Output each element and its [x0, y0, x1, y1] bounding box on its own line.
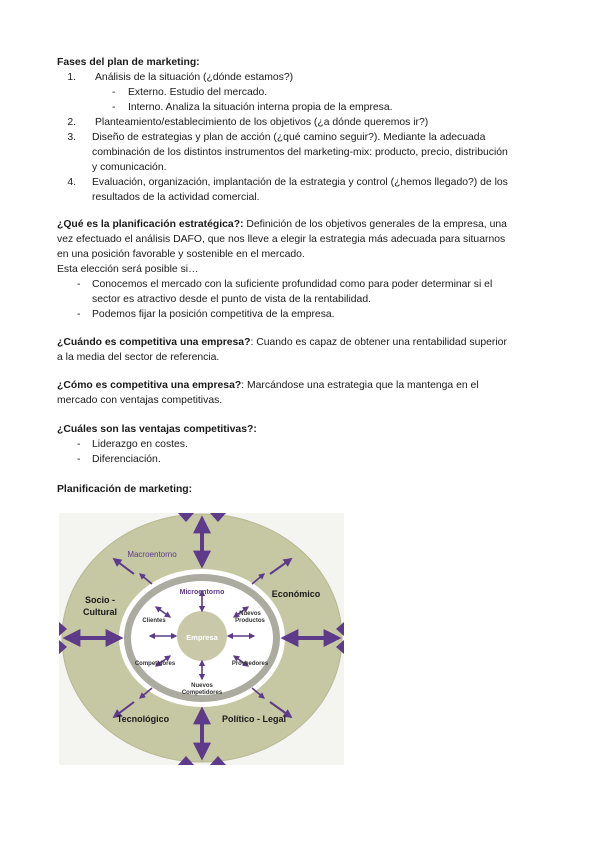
economico-label: Económico	[271, 589, 321, 599]
dash-bullet: -	[77, 279, 81, 290]
item-number: 1.	[67, 72, 76, 83]
cuando-answer: : Cuando es capaz de obtener una rentabilidad superior	[250, 337, 507, 348]
nuevos-competidores-label-2: Competidores	[181, 690, 223, 696]
nuevos-productos-label-2: Productos	[235, 618, 265, 624]
ventajas-question: ¿Cuáles son las ventajas competitivas?:	[57, 424, 257, 435]
competidores-label: Competidores	[134, 661, 176, 667]
dash-bullet: -	[112, 87, 116, 98]
politico-label: Político - Legal	[221, 714, 287, 724]
nuevos-productos-label-1: Nuevos	[239, 611, 261, 617]
planificacion-bullet-1-line-1: Conocemos el mercado con la suficiente profundidad como para poder determinar si el	[92, 279, 493, 290]
fases-heading: Fases del plan de marketing:	[57, 57, 200, 68]
proveedores-label: Proveedores	[231, 661, 269, 667]
planificacion-question: ¿Qué es la planificación estratégica?:	[57, 219, 244, 230]
tecnologico-label: Tecnológico	[116, 714, 170, 724]
clientes-label: Clientes	[142, 618, 166, 624]
nuevos-competidores-label-1: Nuevos	[191, 683, 213, 689]
fase-1-text: Análisis de la situación (¿dónde estamos?)	[95, 72, 294, 83]
planificacion-line-4: Esta elección será posible si…	[57, 264, 199, 275]
dash-bullet: -	[77, 454, 81, 465]
planificacion-bullet-2: Podemos fijar la posición competitiva de la empresa.	[92, 309, 335, 320]
ventajas-bullet-1: Liderazgo en costes.	[92, 439, 188, 450]
diagram-heading: Planificación de marketing:	[57, 484, 193, 495]
como-answer: : Marcándose una estrategia que la mantenga en el	[241, 380, 479, 391]
item-number: 3.	[67, 132, 76, 143]
item-number: 4.	[67, 177, 76, 188]
ventajas-bullet-2: Diferenciación.	[92, 454, 161, 465]
socio-label-1: Socio -	[84, 595, 116, 605]
dash-bullet: -	[112, 102, 116, 113]
cuando-question: ¿Cuándo es competitiva una empresa?	[57, 337, 251, 348]
socio-label-2: Cultural	[82, 607, 118, 617]
item-number: 2.	[67, 117, 76, 128]
fase-1-sub-2: Interno. Analiza la situación interna propia de la empresa.	[128, 102, 393, 113]
fase-3-line-3: y comunicación.	[92, 162, 167, 173]
fase-4-line-2: resultados de la actividad comercial.	[92, 192, 260, 203]
como-line-2: mercado con ventajas competitivas.	[57, 395, 223, 406]
planificacion-line-2: vez efectuado el análisis DAFO, que nos lleve a elegir la estrategia más adecuada para situarnos	[57, 234, 506, 245]
empresa-label: Empresa	[186, 633, 218, 642]
microentorno-label: Microentorno	[179, 589, 225, 596]
dash-bullet: -	[77, 309, 81, 320]
macroentorno-label: Macroentorno	[127, 550, 177, 559]
dash-bullet: -	[77, 439, 81, 450]
como-question: ¿Cómo es competitiva una empresa?	[57, 380, 242, 391]
planificacion-answer: Definición de los objetivos generales de la empresa, una	[243, 219, 507, 230]
fase-1-sub-1: Externo. Estudio del mercado.	[128, 87, 268, 98]
planificacion-line-3: en una posición favorable y sostenible en el mercado.	[57, 249, 305, 260]
fase-4-line-1: Evaluación, organización, implantación de la estrategia y control (¿hemos llegado?) de los	[92, 177, 508, 188]
cuando-line-2: a la media del sector de referencia.	[57, 352, 220, 363]
fase-3-line-2: combinación de los distintos instrumentos del marketing-mix: producto, precio, distribución	[92, 147, 508, 158]
planificacion-bullet-1-line-2: sector es atractivo desde el punto de vista de la rentabilidad.	[92, 294, 371, 305]
fase-2-text: Planteamiento/establecimiento de los objetivos (¿a dónde queremos ir?)	[95, 117, 429, 128]
fase-3-line-1: Diseño de estrategias y plan de acción (¿qué camino seguir?). Mediante la adecuada	[92, 132, 486, 143]
